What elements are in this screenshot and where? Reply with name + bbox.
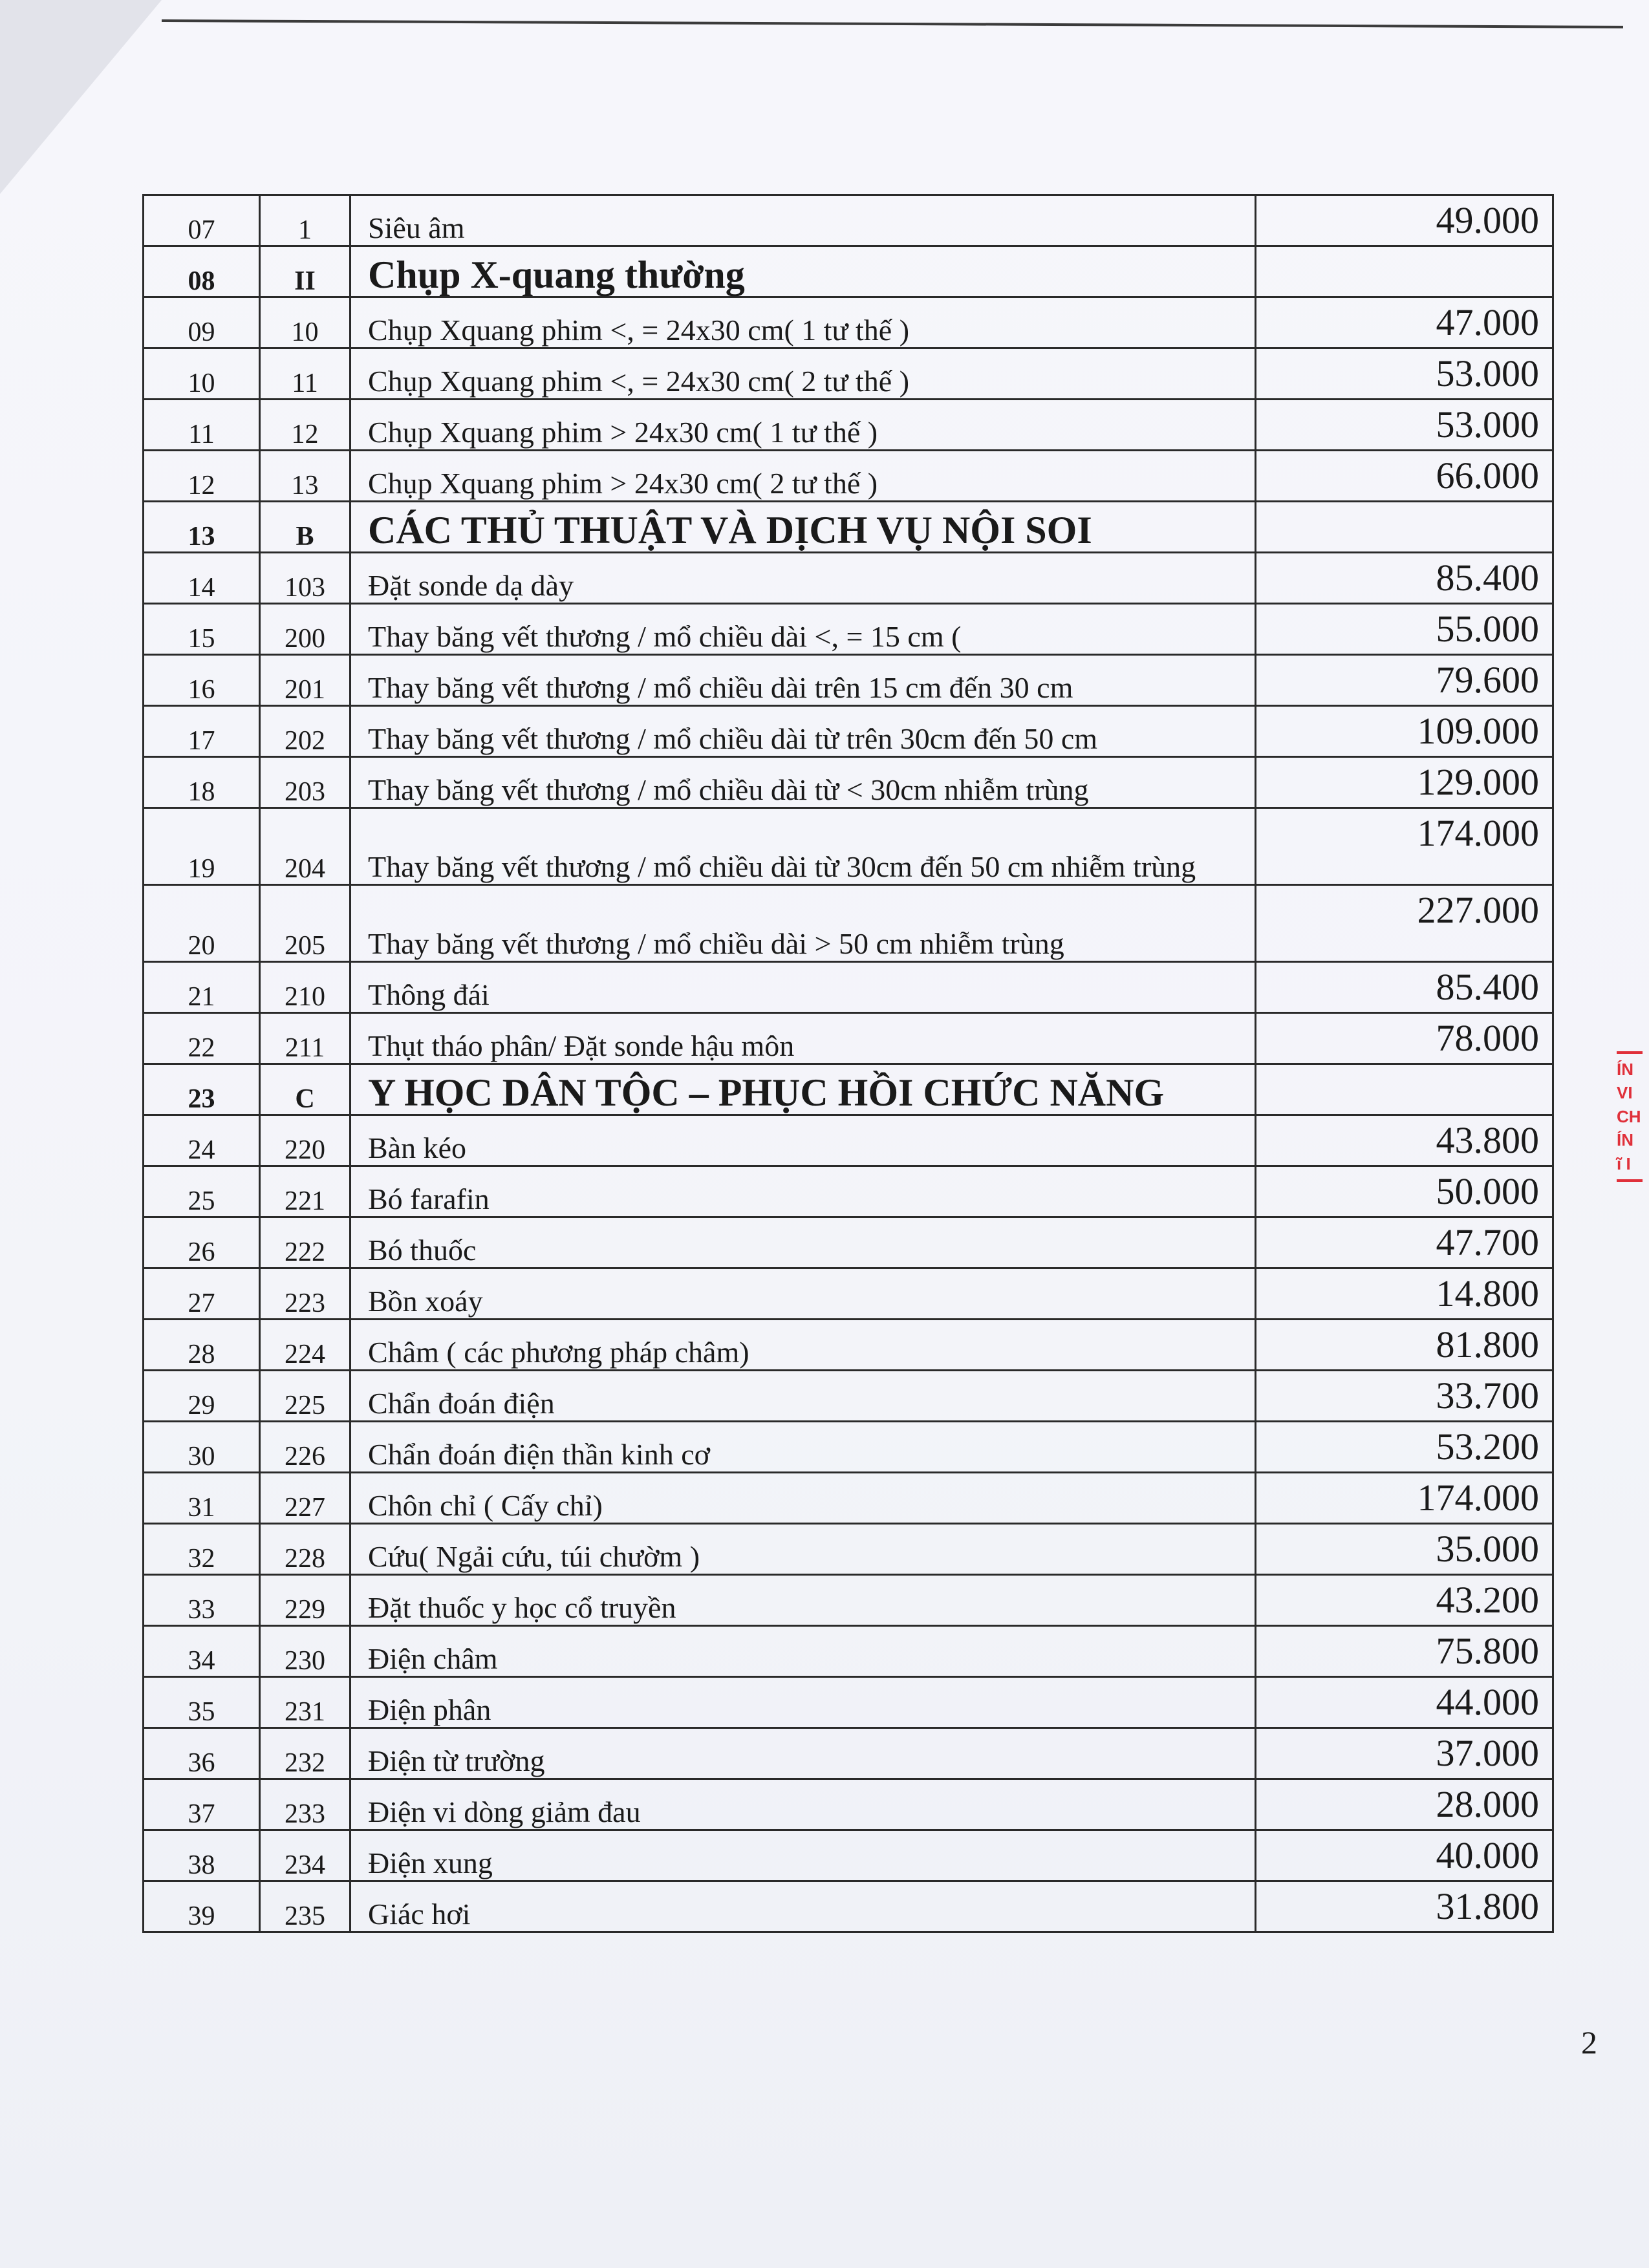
row-number-cell: 21 xyxy=(144,962,260,1013)
price-cell: 53.000 xyxy=(1256,400,1553,451)
service-code-cell: 205 xyxy=(260,885,350,962)
service-code-cell: 223 xyxy=(260,1268,350,1320)
service-name-cell: Điện vi dòng giảm đau xyxy=(350,1779,1256,1830)
service-code-cell: 225 xyxy=(260,1371,350,1422)
service-name-cell: Thay băng vết thương / mổ chiều dài từ trên 30cm đến 50 cm xyxy=(350,706,1256,757)
service-name-cell: Đặt thuốc y học cổ truyền xyxy=(350,1575,1256,1626)
service-code-cell: 12 xyxy=(260,400,350,451)
service-code-cell: 210 xyxy=(260,962,350,1013)
row-number-cell: 20 xyxy=(144,885,260,962)
stamp-text-2: VI xyxy=(1617,1083,1633,1103)
service-code-cell: 224 xyxy=(260,1320,350,1371)
row-number-cell: 17 xyxy=(144,706,260,757)
price-cell: 35.000 xyxy=(1256,1524,1553,1575)
table-row xyxy=(144,553,1553,604)
row-number-cell: 19 xyxy=(144,808,260,885)
row-number-cell: 39 xyxy=(144,1881,260,1932)
service-name-cell: Bó farafin xyxy=(350,1166,1256,1217)
price-cell: 227.000 xyxy=(1256,885,1553,962)
stamp-bar-bottom xyxy=(1617,1179,1643,1182)
service-name-cell: Điện châm xyxy=(350,1626,1256,1677)
stamp-text-1: ÍN xyxy=(1617,1060,1633,1079)
service-code-cell: 11 xyxy=(260,348,350,400)
row-number-cell: 31 xyxy=(144,1473,260,1524)
stamp-text-4: ÍN xyxy=(1617,1130,1633,1150)
row-number-cell: 36 xyxy=(144,1728,260,1779)
row-number-cell: 09 xyxy=(144,297,260,348)
price-cell: 43.800 xyxy=(1256,1115,1553,1166)
table-row xyxy=(144,1575,1553,1626)
price-table xyxy=(142,194,1554,1933)
table-row xyxy=(144,1371,1553,1422)
table-row xyxy=(144,1013,1553,1064)
service-name-cell: Y HỌC DÂN TỘC – PHỤC HỒI CHỨC NĂNG xyxy=(350,1064,1256,1115)
table-row xyxy=(144,1728,1553,1779)
stamp-text-3: CH xyxy=(1617,1106,1641,1126)
table-row xyxy=(144,655,1553,706)
service-code-cell: 211 xyxy=(260,1013,350,1064)
price-cell: 43.200 xyxy=(1256,1575,1553,1626)
table-row xyxy=(144,195,1553,246)
row-number-cell: 07 xyxy=(144,195,260,246)
row-number-cell: 24 xyxy=(144,1115,260,1166)
service-name-cell: Cứu( Ngải cứu, túi chườm ) xyxy=(350,1524,1256,1575)
service-name-cell: Thông đái xyxy=(350,962,1256,1013)
table-row xyxy=(144,1677,1553,1728)
price-cell: 55.000 xyxy=(1256,604,1553,655)
service-code-cell: 233 xyxy=(260,1779,350,1830)
table-row xyxy=(144,885,1553,962)
service-code-cell: 200 xyxy=(260,604,350,655)
service-code-cell: 226 xyxy=(260,1422,350,1473)
service-code-cell: 232 xyxy=(260,1728,350,1779)
price-cell xyxy=(1256,502,1553,553)
price-cell: 47.700 xyxy=(1256,1217,1553,1268)
table-row xyxy=(144,451,1553,502)
stamp-text-5: ĩ I xyxy=(1617,1153,1631,1173)
table-row xyxy=(144,400,1553,451)
service-name-cell: Điện từ trường xyxy=(350,1728,1256,1779)
row-number-cell: 14 xyxy=(144,553,260,604)
section-row xyxy=(144,246,1553,297)
row-number-cell: 10 xyxy=(144,348,260,400)
row-number-cell: 35 xyxy=(144,1677,260,1728)
service-code-cell: 10 xyxy=(260,297,350,348)
price-cell: 75.800 xyxy=(1256,1626,1553,1677)
row-number-cell: 13 xyxy=(144,502,260,553)
service-name-cell: Chụp X-quang thường xyxy=(350,246,1256,297)
price-cell: 14.800 xyxy=(1256,1268,1553,1320)
service-code-cell: 222 xyxy=(260,1217,350,1268)
service-code-cell: C xyxy=(260,1064,350,1115)
price-cell: 79.600 xyxy=(1256,655,1553,706)
price-cell: 40.000 xyxy=(1256,1830,1553,1881)
row-number-cell: 34 xyxy=(144,1626,260,1677)
table-row xyxy=(144,1830,1553,1881)
row-number-cell: 32 xyxy=(144,1524,260,1575)
section-row xyxy=(144,502,1553,553)
price-cell: 78.000 xyxy=(1256,1013,1553,1064)
service-code-cell: 235 xyxy=(260,1881,350,1932)
price-cell: 53.200 xyxy=(1256,1422,1553,1473)
price-cell: 85.400 xyxy=(1256,962,1553,1013)
stamp-bar-top xyxy=(1617,1051,1643,1054)
service-name-cell: Thụt tháo phân/ Đặt sonde hậu môn xyxy=(350,1013,1256,1064)
service-name-cell: Điện xung xyxy=(350,1830,1256,1881)
service-code-cell: 234 xyxy=(260,1830,350,1881)
row-number-cell: 26 xyxy=(144,1217,260,1268)
service-name-cell: Bó thuốc xyxy=(350,1217,1256,1268)
price-cell: 47.000 xyxy=(1256,297,1553,348)
service-code-cell: 227 xyxy=(260,1473,350,1524)
price-cell xyxy=(1256,246,1553,297)
row-number-cell: 30 xyxy=(144,1422,260,1473)
row-number-cell: 28 xyxy=(144,1320,260,1371)
service-name-cell: Thay băng vết thương / mổ chiều dài từ < 30cm nhiễm trùng xyxy=(350,757,1256,808)
service-name-cell: Chẩn đoán điện xyxy=(350,1371,1256,1422)
table-row xyxy=(144,1217,1553,1268)
service-code-cell: II xyxy=(260,246,350,297)
service-code-cell: 201 xyxy=(260,655,350,706)
price-table-body xyxy=(144,195,1553,1932)
table-row xyxy=(144,1422,1553,1473)
price-cell: 53.000 xyxy=(1256,348,1553,400)
price-cell: 31.800 xyxy=(1256,1881,1553,1932)
price-cell: 66.000 xyxy=(1256,451,1553,502)
service-code-cell: 228 xyxy=(260,1524,350,1575)
service-code-cell: 103 xyxy=(260,553,350,604)
price-cell: 174.000 xyxy=(1256,808,1553,885)
row-number-cell: 18 xyxy=(144,757,260,808)
service-code-cell: 13 xyxy=(260,451,350,502)
service-name-cell: Thay băng vết thương / mổ chiều dài <, = 15 cm ( xyxy=(350,604,1256,655)
service-name-cell: CÁC THỦ THUẬT VÀ DỊCH VỤ NỘI SOI xyxy=(350,502,1256,553)
page-number: 2 xyxy=(1581,2024,1597,2060)
price-cell: 33.700 xyxy=(1256,1371,1553,1422)
service-code-cell: 230 xyxy=(260,1626,350,1677)
service-code-cell: 203 xyxy=(260,757,350,808)
service-name-cell: Thay băng vết thương / mổ chiều dài từ 30cm đến 50 cm nhiễm trùng xyxy=(350,808,1256,885)
service-name-cell: Siêu âm xyxy=(350,195,1256,246)
folded-corner xyxy=(0,0,162,194)
price-cell: 49.000 xyxy=(1256,195,1553,246)
row-number-cell: 25 xyxy=(144,1166,260,1217)
service-name-cell: Chụp Xquang phim > 24x30 cm( 2 tư thế ) xyxy=(350,451,1256,502)
service-name-cell: Đặt sonde dạ dày xyxy=(350,553,1256,604)
service-name-cell: Chụp Xquang phim > 24x30 cm( 1 tư thế ) xyxy=(350,400,1256,451)
row-number-cell: 23 xyxy=(144,1064,260,1115)
service-name-cell: Bàn kéo xyxy=(350,1115,1256,1166)
price-cell: 50.000 xyxy=(1256,1166,1553,1217)
table-row xyxy=(144,1115,1553,1166)
table-row xyxy=(144,1881,1553,1932)
table-row xyxy=(144,1626,1553,1677)
table-row xyxy=(144,604,1553,655)
price-cell: 129.000 xyxy=(1256,757,1553,808)
price-cell: 174.000 xyxy=(1256,1473,1553,1524)
service-name-cell: Chụp Xquang phim <, = 24x30 cm( 1 tư thế ) xyxy=(350,297,1256,348)
table-row xyxy=(144,297,1553,348)
table-row xyxy=(144,1166,1553,1217)
table-row xyxy=(144,706,1553,757)
service-code-cell: 1 xyxy=(260,195,350,246)
service-name-cell: Chẩn đoán điện thần kinh cơ xyxy=(350,1422,1256,1473)
price-cell: 28.000 xyxy=(1256,1779,1553,1830)
row-number-cell: 12 xyxy=(144,451,260,502)
service-name-cell: Chụp Xquang phim <, = 24x30 cm( 2 tư thế ) xyxy=(350,348,1256,400)
row-number-cell: 27 xyxy=(144,1268,260,1320)
service-code-cell: 202 xyxy=(260,706,350,757)
service-name-cell: Bồn xoáy xyxy=(350,1268,1256,1320)
row-number-cell: 08 xyxy=(144,246,260,297)
table-row xyxy=(144,348,1553,400)
service-name-cell: Điện phân xyxy=(350,1677,1256,1728)
row-number-cell: 33 xyxy=(144,1575,260,1626)
table-row xyxy=(144,1779,1553,1830)
row-number-cell: 38 xyxy=(144,1830,260,1881)
service-code-cell: B xyxy=(260,502,350,553)
price-cell: 109.000 xyxy=(1256,706,1553,757)
service-code-cell: 231 xyxy=(260,1677,350,1728)
section-row xyxy=(144,1064,1553,1115)
service-code-cell: 204 xyxy=(260,808,350,885)
table-row xyxy=(144,962,1553,1013)
row-number-cell: 11 xyxy=(144,400,260,451)
table-row xyxy=(144,757,1553,808)
service-name-cell: Châm ( các phương pháp châm) xyxy=(350,1320,1256,1371)
price-cell: 44.000 xyxy=(1256,1677,1553,1728)
service-code-cell: 229 xyxy=(260,1575,350,1626)
table-row xyxy=(144,808,1553,885)
row-number-cell: 22 xyxy=(144,1013,260,1064)
price-cell: 85.400 xyxy=(1256,553,1553,604)
price-cell: 37.000 xyxy=(1256,1728,1553,1779)
row-number-cell: 15 xyxy=(144,604,260,655)
table-row xyxy=(144,1320,1553,1371)
service-code-cell: 221 xyxy=(260,1166,350,1217)
red-stamp-fragment xyxy=(1617,1047,1649,1293)
row-number-cell: 37 xyxy=(144,1779,260,1830)
price-cell xyxy=(1256,1064,1553,1115)
service-name-cell: Thay băng vết thương / mổ chiều dài > 50 cm nhiễm trùng xyxy=(350,885,1256,962)
service-name-cell: Chôn chỉ ( Cấy chỉ) xyxy=(350,1473,1256,1524)
table-row xyxy=(144,1473,1553,1524)
table-row xyxy=(144,1524,1553,1575)
row-number-cell: 16 xyxy=(144,655,260,706)
service-name-cell: Giác hơi xyxy=(350,1881,1256,1932)
row-number-cell: 29 xyxy=(144,1371,260,1422)
service-code-cell: 220 xyxy=(260,1115,350,1166)
table-row xyxy=(144,1268,1553,1320)
price-cell: 81.800 xyxy=(1256,1320,1553,1371)
service-name-cell: Thay băng vết thương / mổ chiều dài trên 15 cm đến 30 cm xyxy=(350,655,1256,706)
